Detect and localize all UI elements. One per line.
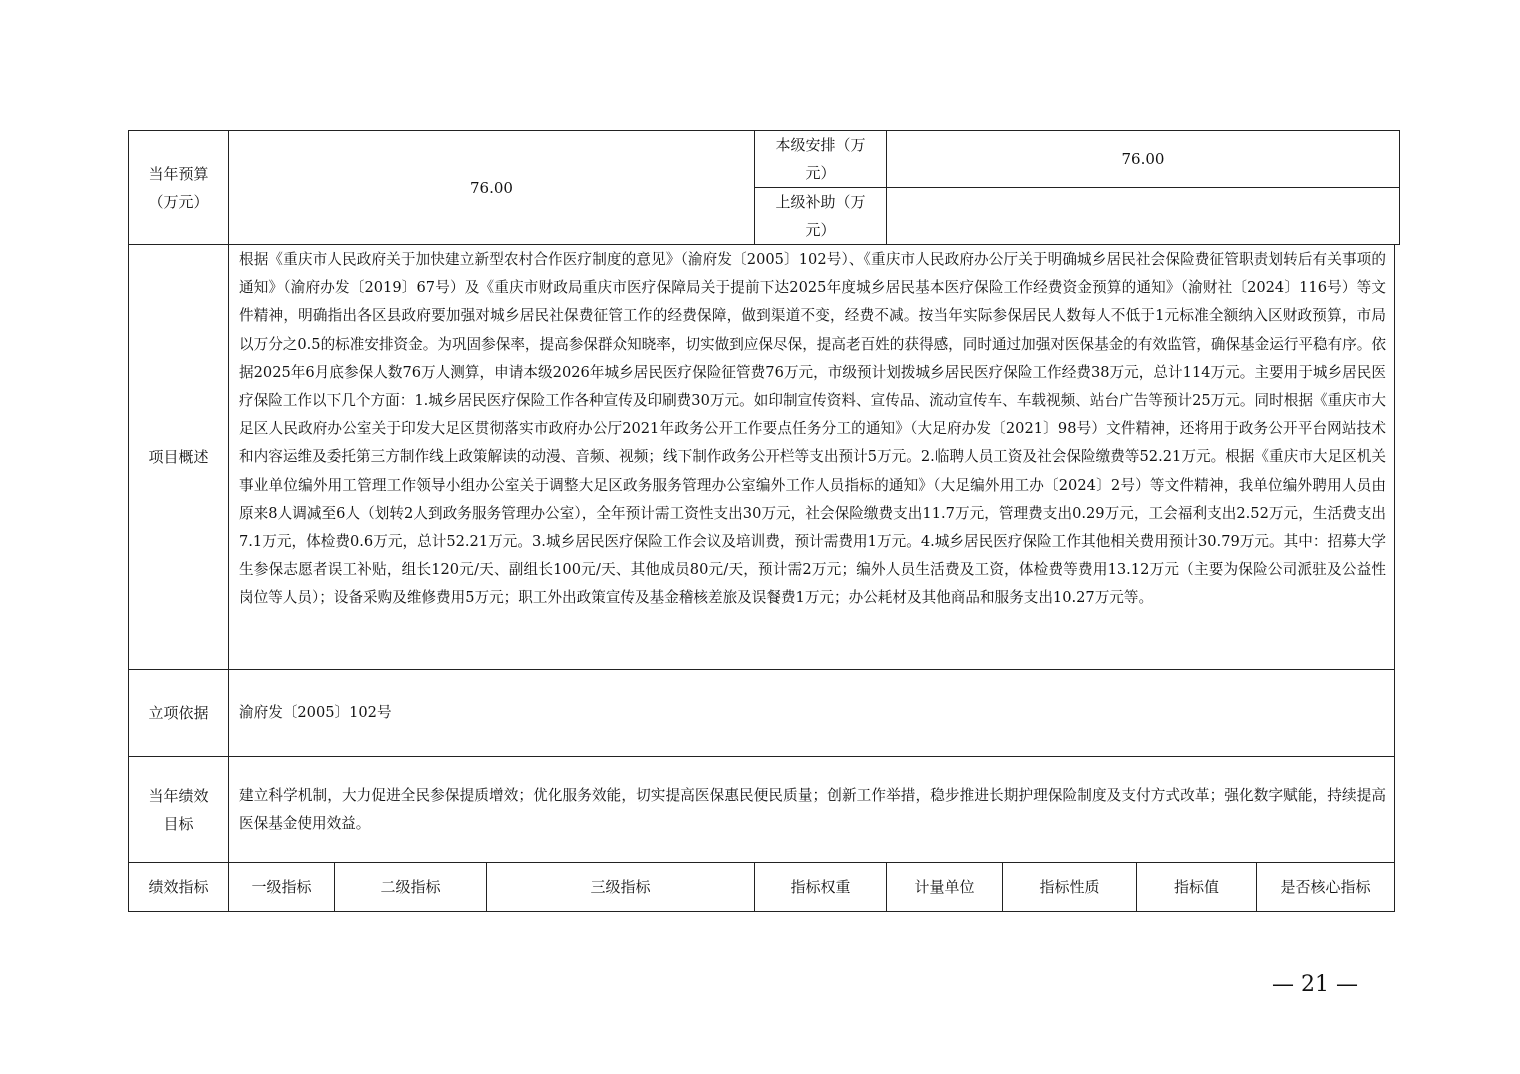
indicator-header-nature: 指标性质 [1002, 862, 1137, 912]
indicator-header-level1: 一级指标 [228, 862, 335, 912]
goal-label: 当年绩效 目标 [128, 756, 229, 863]
budget-label: 当年预算 （万元） [128, 130, 229, 245]
superior-subsidy-label: 上级补助（万 元） [754, 187, 887, 245]
budget-total-value: 76.00 [228, 130, 755, 245]
superior-subsidy-value [886, 187, 1400, 245]
local-allocation-label: 本级安排（万 元） [754, 130, 887, 188]
indicator-header-unit: 计量单位 [886, 862, 1003, 912]
basis-text: 渝府发〔2005〕102号 [239, 704, 392, 722]
overview-text: 根据《重庆市人民政府关于加快建立新型农村合作医疗制度的意见》（渝府发〔2005〕102号）、《重庆市人民政府办公厅关于明确城乡居民社会保险费征管职责划转后有关事项的通知》（渝府办发〔2019〕67号）及《重庆市财政局重庆市医疗保障局关于提前下达2025年度城乡居民基本医疗保险工作经费资金预算的通知》（渝财社〔2024〕116号）等文件精神，明确指出各区县政府要加强对城乡居民社保费征管工作的经费保障，做到渠道不变，经费不减。按当年实际参保居民人数每人不低于1元标准全额纳入区财政预算，市局以万分之0.5的标准安排资金。为巩固参保率，提高参保群众知晓率，切实做到应保尽保，提高老百姓的获得感，同时通过加强对医保基金的有效监管，确保基金运行平稳有序。依据2025年6月底参保人数76万人测算，申请本级2026年城乡居民医疗保险征管费76万元，市级预计划拨城乡居民医疗保险工作经费38万元，总计114万元。主要用于城乡居民医疗保险工作以下几个方面：1.城乡居民医疗保险工作各种宣传及印刷费30万元。如印制宣传资料、宣传品、流动宣传车、车载视频、站台广告等预计25万元。同时根据《重庆市大足区人民政府办公室关于印发大足区贯彻落实市政府办公厅2021年政务公开工作要点任务分工的通知》（大足府办发〔2021〕98号）文件精神，还将用于政务公开平台网站技术和内容运维及委托第三方制作线上政策解读的动漫、音频、视频；线下制作政务公开栏等支出预计5万元。2.临聘人员工资及社会保险缴费等52.21万元。根据《重庆市大足区机关事业单位编外用工管理工作领导小组办公室关于调整大足区政务服务管理办公室编外工作人员指标的通知》（大足编外用工办〔2024〕2号）等文件精神，我单位编外聘用人员由原来8人调减至6人（划转2人到政务服务管理办公室），全年预计需工资性支出30万元，社会保险缴费支出11.7万元，管理费支出0.29万元，工会福利支出2.52万元，生活费支出7.1万元，体检费0.6万元，总计52.21万元。3.城乡居民医疗保险工作会议及培训费，预计需费用1万元。4.城乡居民医疗保险工作其他相关费用预计30.79万元。其中：招募大学生参保志愿者误工补贴，组长120元/天、副组长100元/天、其他成员80元/天，预计需2万元；编外人员生活费及工资，体检费等费用13.12万元（主要为保险公司派驻及公益性岗位等人员）；设备采购及维修费用5万元；职工外出政策宣传及基金稽核差旅及误餐费1万元；办公耗材及其他商品和服务支出10.27万元等。 [228, 244, 1395, 670]
basis-label: 立项依据 [128, 669, 229, 757]
indicator-header-core: 是否核心指标 [1256, 862, 1395, 912]
page-number: — 21 — [1272, 972, 1358, 997]
indicator-header-value: 指标值 [1136, 862, 1257, 912]
goal-text: 建立科学机制，大力促进全民参保提质增效；优化服务效能，切实提高医保惠民便民质量；创新工作举措，稳步推进长期护理保险制度及支付方式改革；强化数字赋能，持续提高医保基金使用效益。 [239, 786, 1386, 832]
indicators-label: 绩效指标 [128, 862, 229, 912]
basis-cell [228, 669, 1395, 757]
indicator-header-weight: 指标权重 [754, 862, 887, 912]
indicator-header-level2: 二级指标 [334, 862, 487, 912]
indicator-header-level3: 三级指标 [486, 862, 755, 912]
goal-cell [228, 756, 1395, 863]
local-allocation-value: 76.00 [886, 130, 1400, 188]
overview-label: 项目概述 [128, 244, 229, 670]
